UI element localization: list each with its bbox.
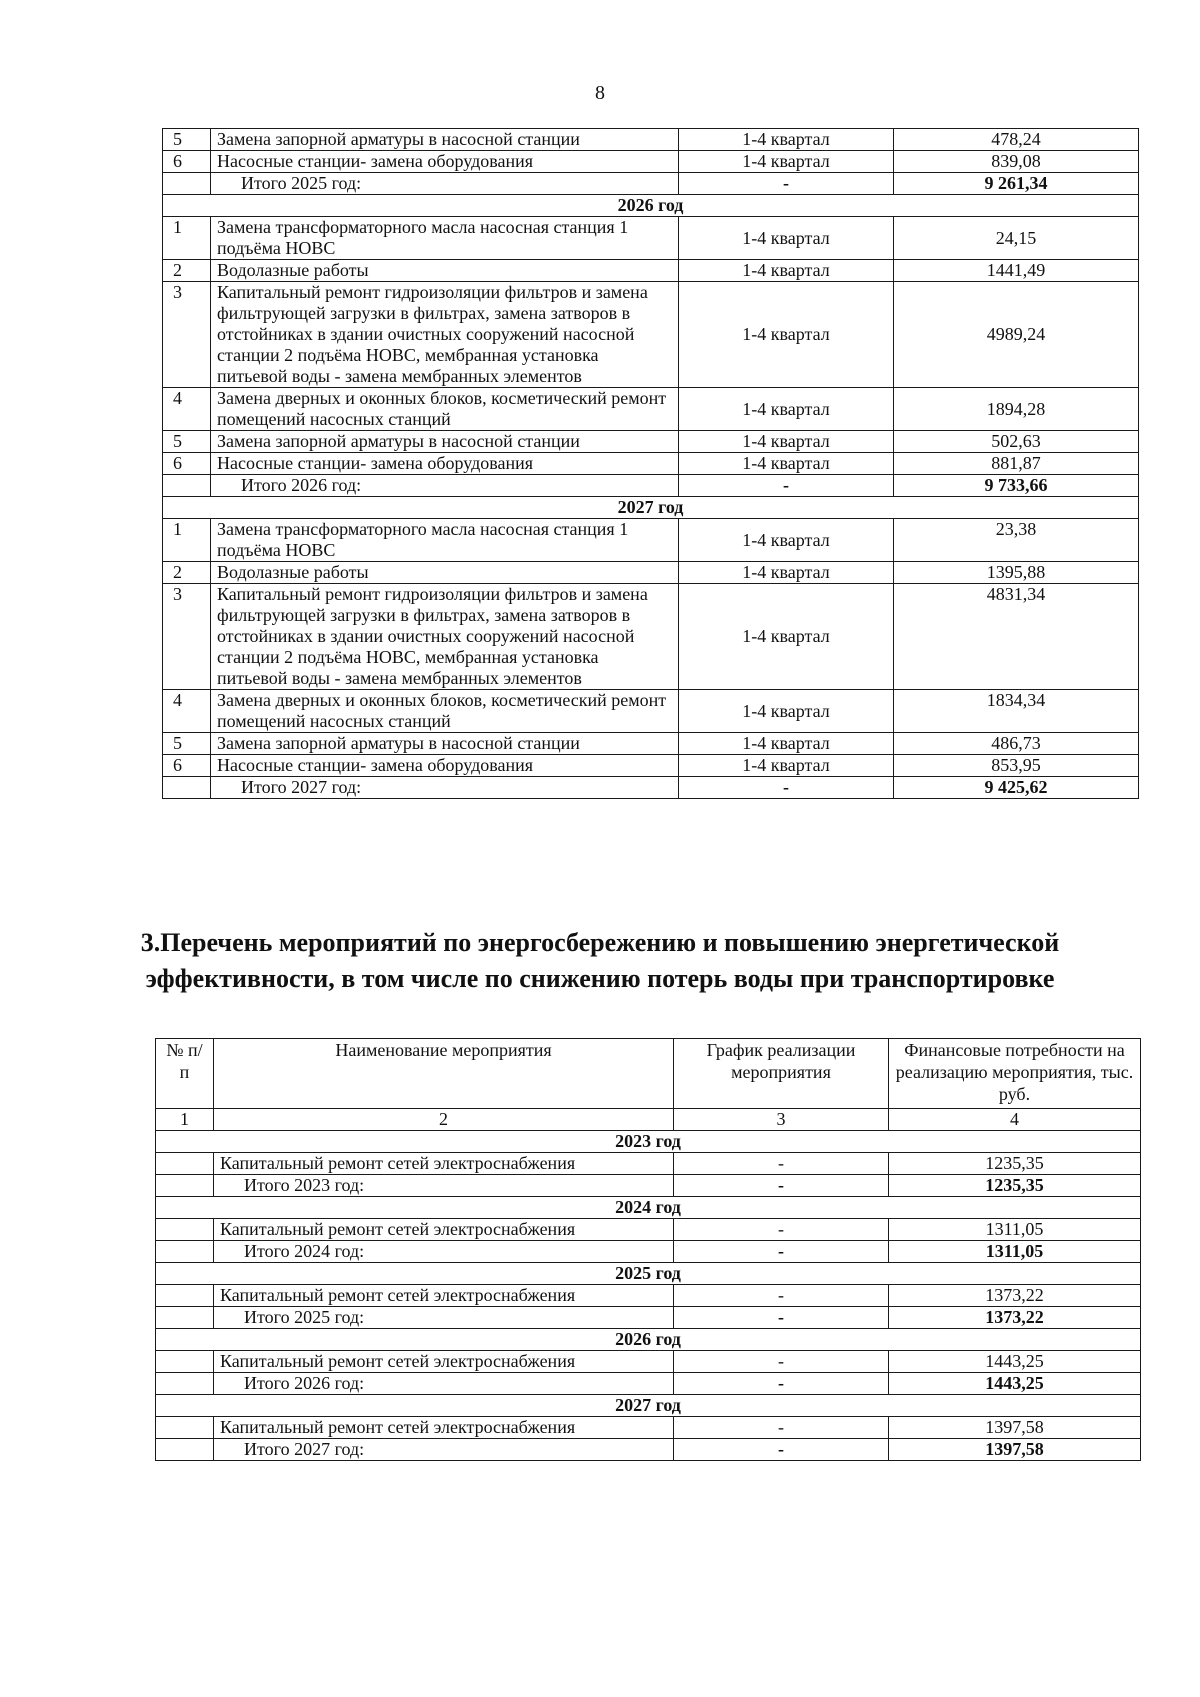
schedule: 1-4 квартал: [679, 584, 894, 690]
column-index: 1: [156, 1109, 214, 1131]
schedule: 1-4 квартал: [679, 129, 894, 151]
measure-name: Насосные станции- замена оборудования: [211, 151, 679, 173]
row-number: [156, 1153, 214, 1175]
schedule: 1-4 квартал: [679, 217, 894, 260]
row-number: [156, 1417, 214, 1439]
measure-name: Замена дверных и оконных блоков, косметический ремонт помещений насосных станций: [211, 388, 679, 431]
total-row: [156, 1439, 1141, 1461]
year-row: [156, 1395, 1141, 1417]
measure-name: Водолазные работы: [211, 562, 679, 584]
energy-saving-table: [155, 1038, 1141, 1461]
amount: 4989,24: [894, 282, 1139, 388]
total-row: [163, 475, 1139, 497]
total-schedule: -: [674, 1175, 889, 1197]
schedule: 1-4 квартал: [679, 453, 894, 475]
year-label: 2025 год: [156, 1263, 1141, 1285]
year-label: 2027 год: [163, 497, 1139, 519]
measure-name: Насосные станции- замена оборудования: [211, 755, 679, 777]
measure-name: Насосные станции- замена оборудования: [211, 453, 679, 475]
measure-name: Замена дверных и оконных блоков, косметический ремонт помещений насосных станций: [211, 690, 679, 733]
row-number: 3: [163, 282, 211, 388]
measure-name: Замена запорной арматуры в насосной станции: [211, 431, 679, 453]
year-label: 2027 год: [156, 1395, 1141, 1417]
year-row: [163, 195, 1139, 217]
table-row: [163, 151, 1139, 173]
measure-name: Замена запорной арматуры в насосной станции: [211, 129, 679, 151]
empty-cell: [156, 1307, 214, 1329]
row-number: 6: [163, 755, 211, 777]
schedule: -: [674, 1351, 889, 1373]
total-amount: 1373,22: [889, 1307, 1141, 1329]
empty-cell: [156, 1373, 214, 1395]
total-row: [163, 173, 1139, 195]
row-number: 4: [163, 388, 211, 431]
total-row: [156, 1175, 1141, 1197]
schedule: -: [674, 1219, 889, 1241]
table-row: [163, 260, 1139, 282]
total-label: Итого 2024 год:: [214, 1241, 674, 1263]
total-label: Итого 2023 год:: [214, 1175, 674, 1197]
row-number: 4: [163, 690, 211, 733]
schedule: 1-4 квартал: [679, 431, 894, 453]
total-schedule: -: [679, 777, 894, 799]
schedule: -: [674, 1153, 889, 1175]
measure-name: Капитальный ремонт гидроизоляции фильтров и замена фильтрующей загрузки в фильтрах, замена затворов в отстойниках в здании очистных сооружений насосной станции 2 подъёма НОВС, мембранная установка питьевой воды - замена мембранных элементов: [211, 584, 679, 690]
measure-name: Замена трансформаторного масла насосная станция 1 подъёма НОВС: [211, 217, 679, 260]
schedule: 1-4 квартал: [679, 260, 894, 282]
year-row: [156, 1263, 1141, 1285]
total-label: Итого 2025 год:: [211, 173, 679, 195]
amount: 1894,28: [894, 388, 1139, 431]
total-row: [163, 777, 1139, 799]
table-row: [156, 1351, 1141, 1373]
amount: 1441,49: [894, 260, 1139, 282]
row-number: [156, 1285, 214, 1307]
measure-name: Капитальный ремонт сетей электроснабжения: [214, 1351, 674, 1373]
row-number: 6: [163, 151, 211, 173]
table-row: [163, 755, 1139, 777]
total-amount: 1397,58: [889, 1439, 1141, 1461]
total-row: [156, 1373, 1141, 1395]
amount: 839,08: [894, 151, 1139, 173]
works-table-continued: [162, 128, 1139, 799]
total-schedule: -: [679, 475, 894, 497]
amount: 24,15: [894, 217, 1139, 260]
year-label: 2023 год: [156, 1131, 1141, 1153]
table-row: [163, 584, 1139, 690]
amount: 502,63: [894, 431, 1139, 453]
row-number: 6: [163, 453, 211, 475]
section-heading: 3.Перечень мероприятий по энергосбережению и повышению энергетической эффективности, в том числе по снижению потерь воды при транспортировке: [140, 928, 1060, 993]
year-label: 2026 год: [163, 195, 1139, 217]
year-label: 2024 год: [156, 1197, 1141, 1219]
row-number: 5: [163, 733, 211, 755]
table-row: [163, 388, 1139, 431]
table-row: [163, 453, 1139, 475]
table-row: [156, 1153, 1141, 1175]
table-header-row: [156, 1039, 1141, 1109]
year-row: [156, 1131, 1141, 1153]
schedule: 1-4 квартал: [679, 388, 894, 431]
total-amount: 9 733,66: [894, 475, 1139, 497]
year-label: 2026 год: [156, 1329, 1141, 1351]
measure-name: Водолазные работы: [211, 260, 679, 282]
table-row: [163, 282, 1139, 388]
row-number: 3: [163, 584, 211, 690]
amount: 1397,58: [889, 1417, 1141, 1439]
amount: 881,87: [894, 453, 1139, 475]
empty-cell: [156, 1175, 214, 1197]
total-label: Итого 2026 год:: [214, 1373, 674, 1395]
row-number: [156, 1351, 214, 1373]
total-row: [156, 1307, 1141, 1329]
empty-cell: [163, 777, 211, 799]
measure-name: Капитальный ремонт сетей электроснабжения: [214, 1153, 674, 1175]
total-label: Итого 2027 год:: [211, 777, 679, 799]
table-row: [156, 1285, 1141, 1307]
schedule: 1-4 квартал: [679, 282, 894, 388]
table-row: [163, 733, 1139, 755]
amount: 853,95: [894, 755, 1139, 777]
amount: 478,24: [894, 129, 1139, 151]
measure-name: Капитальный ремонт сетей электроснабжения: [214, 1285, 674, 1307]
schedule: 1-4 квартал: [679, 562, 894, 584]
schedule: -: [674, 1285, 889, 1307]
total-label: Итого 2027 год:: [214, 1439, 674, 1461]
amount: 1373,22: [889, 1285, 1141, 1307]
header-amount: Финансовые потребности на реализацию мероприятия, тыс. руб.: [889, 1039, 1141, 1109]
total-schedule: -: [674, 1307, 889, 1329]
column-index: 3: [674, 1109, 889, 1131]
amount: 486,73: [894, 733, 1139, 755]
year-row: [156, 1197, 1141, 1219]
total-amount: 9 425,62: [894, 777, 1139, 799]
schedule: 1-4 квартал: [679, 690, 894, 733]
total-amount: 1443,25: [889, 1373, 1141, 1395]
schedule: 1-4 квартал: [679, 733, 894, 755]
amount: 1311,05: [889, 1219, 1141, 1241]
row-number: 5: [163, 129, 211, 151]
year-row: [163, 497, 1139, 519]
row-number: 2: [163, 260, 211, 282]
table-row: [163, 217, 1139, 260]
total-amount: 1311,05: [889, 1241, 1141, 1263]
total-row: [156, 1241, 1141, 1263]
total-label: Итого 2025 год:: [214, 1307, 674, 1329]
year-row: [156, 1329, 1141, 1351]
amount: 1395,88: [894, 562, 1139, 584]
column-index-row: [156, 1109, 1141, 1131]
empty-cell: [163, 173, 211, 195]
total-schedule: -: [674, 1439, 889, 1461]
page-number: 8: [595, 82, 605, 104]
table-row: [163, 562, 1139, 584]
empty-cell: [156, 1241, 214, 1263]
empty-cell: [163, 475, 211, 497]
table-row: [163, 690, 1139, 733]
header-schedule: График реализации мероприятия: [674, 1039, 889, 1109]
empty-cell: [156, 1439, 214, 1461]
total-schedule: -: [674, 1373, 889, 1395]
row-number: 1: [163, 519, 211, 562]
amount: 1443,25: [889, 1351, 1141, 1373]
table-row: [156, 1417, 1141, 1439]
total-schedule: -: [674, 1241, 889, 1263]
measure-name: Замена трансформаторного масла насосная станция 1 подъёма НОВС: [211, 519, 679, 562]
measure-name: Капитальный ремонт сетей электроснабжения: [214, 1219, 674, 1241]
row-number: [156, 1219, 214, 1241]
amount: 4831,34: [894, 584, 1139, 690]
schedule: -: [674, 1417, 889, 1439]
total-label: Итого 2026 год:: [211, 475, 679, 497]
table-row: [163, 129, 1139, 151]
row-number: 2: [163, 562, 211, 584]
schedule: 1-4 квартал: [679, 151, 894, 173]
schedule: 1-4 квартал: [679, 519, 894, 562]
table-row: [163, 431, 1139, 453]
measure-name: Капитальный ремонт сетей электроснабжения: [214, 1417, 674, 1439]
total-amount: 9 261,34: [894, 173, 1139, 195]
schedule: 1-4 квартал: [679, 755, 894, 777]
header-num: № п/п: [156, 1039, 214, 1109]
column-index: 2: [214, 1109, 674, 1131]
header-name: Наименование мероприятия: [214, 1039, 674, 1109]
row-number: 5: [163, 431, 211, 453]
table-row: [156, 1219, 1141, 1241]
table-row: [163, 519, 1139, 562]
row-number: 1: [163, 217, 211, 260]
amount: 23,38: [894, 519, 1139, 562]
total-schedule: -: [679, 173, 894, 195]
total-amount: 1235,35: [889, 1175, 1141, 1197]
measure-name: Замена запорной арматуры в насосной станции: [211, 733, 679, 755]
column-index: 4: [889, 1109, 1141, 1131]
amount: 1235,35: [889, 1153, 1141, 1175]
measure-name: Капитальный ремонт гидроизоляции фильтров и замена фильтрующей загрузки в фильтрах, замена затворов в отстойниках в здании очистных сооружений насосной станции 2 подъёма НОВС, мембранная установка питьевой воды - замена мембранных элементов: [211, 282, 679, 388]
amount: 1834,34: [894, 690, 1139, 733]
